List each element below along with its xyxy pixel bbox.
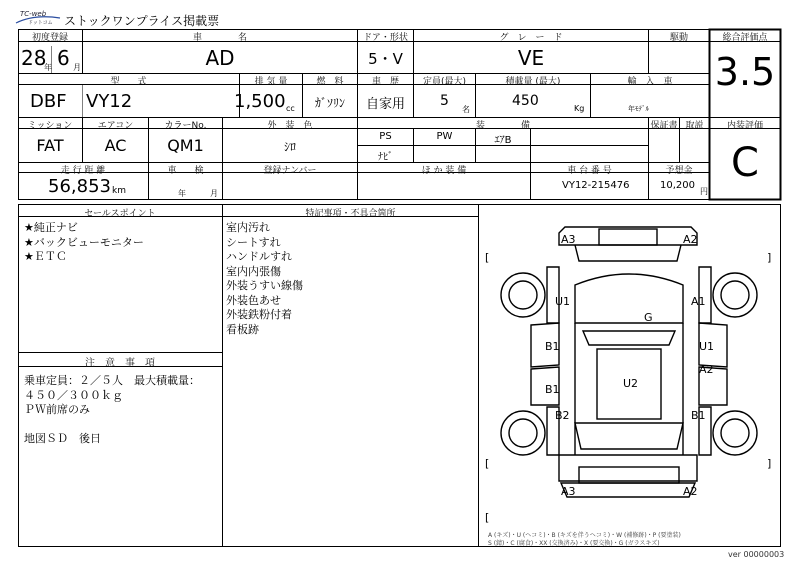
label-plate: 登録ナンバー <box>263 166 317 176</box>
wheel-rear-left <box>501 411 545 455</box>
remarks-item: 看板跡 <box>226 322 259 336</box>
remarks-item: 外装鉄粉付着 <box>226 308 292 321</box>
caution-line: 地図ＳＤ 後日 <box>24 431 101 445</box>
label-capacity: 定員(最大) <box>422 77 467 87</box>
mileage-unit: km <box>112 186 126 196</box>
label-import: 輸 入 車 <box>627 77 673 87</box>
bracket-left-top: [ <box>485 251 490 264</box>
mark-a1-right: A1 <box>691 295 706 308</box>
caution-list <box>24 374 220 446</box>
label-price: 予想金 <box>665 166 693 176</box>
grade: VE <box>517 46 545 70</box>
hood-front-panel <box>599 229 657 245</box>
mark-a2-right: A2 <box>699 363 714 376</box>
label-first-reg: 初度登録 <box>31 33 68 43</box>
label-exterior: 外 装 色 <box>267 121 313 131</box>
inspection-month-unit: 月 <box>210 189 218 198</box>
remarks-item: シートすれ <box>226 235 281 249</box>
label-fuel: 燃 料 <box>316 77 344 87</box>
chassis-number: VY12-215476 <box>562 180 630 191</box>
remarks-list <box>226 221 476 337</box>
caution-line <box>24 418 220 432</box>
label-aircon: エアコン <box>97 121 134 131</box>
label-other-equip: ほ か 装 備 <box>421 166 467 176</box>
front-roof-line <box>583 331 675 345</box>
logo-sub: ドットコム <box>28 20 53 26</box>
label-grade: グ レ ー ド <box>499 33 563 43</box>
equip-pw: PW <box>436 131 453 142</box>
load: 450 <box>512 93 539 109</box>
color-no: QM1 <box>167 136 204 155</box>
remarks-item: 外装うすい線傷 <box>226 279 303 292</box>
model-prefix: DBF <box>30 91 67 112</box>
mark-g: G <box>644 311 653 324</box>
mark-u1-right: U1 <box>699 340 715 353</box>
label-inspection: 車 検 <box>167 166 204 176</box>
mark-u1-left: U1 <box>555 295 571 308</box>
exterior-color: ｼﾛ <box>283 140 296 154</box>
remarks-item: 室内内張傷 <box>226 264 281 278</box>
page-title: ストックワンプライス掲載票 <box>64 14 220 28</box>
displacement: 1,500 <box>234 91 286 112</box>
legend-line-2: S (錆)・C (腐食)・XX (交換済み)・X (要交換)・G (ガラスキズ) <box>488 540 660 547</box>
first-reg-year: 28 <box>21 46 47 70</box>
interior-score: C <box>731 140 759 186</box>
sales-item: ★純正ナビ <box>24 221 78 234</box>
displacement-unit: cc <box>286 104 295 113</box>
rear-bumper <box>561 483 695 497</box>
overall-score: 3.5 <box>714 50 776 94</box>
label-drive: 駆動 <box>669 33 688 43</box>
mission: FAT <box>36 136 64 155</box>
label-color-no: カラーNo. <box>164 121 207 131</box>
inspection-year-unit: 年 <box>178 189 186 198</box>
vehicle-diagram <box>479 205 780 546</box>
remarks-title: 特記事項・不具合箇所 <box>305 209 396 219</box>
bracket-left-bottom: [ <box>485 457 490 470</box>
rear-hatch <box>559 455 697 481</box>
sales-item: ★ＥＴＣ <box>24 250 67 263</box>
remarks-item: ハンドルすれ <box>226 250 292 263</box>
wheel-front-right <box>713 273 757 317</box>
label-history: 車 歴 <box>371 77 399 87</box>
legend-line-1: A (キズ)・U (ヘコミ)・B (キズを伴うヘコミ)・W (補修跡)・P (要塗装) <box>488 532 681 539</box>
windshield <box>575 274 683 323</box>
history: 自家用 <box>365 97 405 112</box>
mark-a3-top: A3 <box>561 233 576 246</box>
label-model: 型 式 <box>110 77 147 87</box>
label-interior-score: 内装評価 <box>726 121 763 131</box>
price: 10,200 <box>660 180 695 191</box>
rear-glass <box>575 423 683 449</box>
car-name: AD <box>205 46 235 70</box>
label-displacement: 排 気 量 <box>254 77 288 87</box>
load-unit: Kg <box>574 104 585 113</box>
first-reg-month: 6 <box>57 46 70 70</box>
aircon: AC <box>104 136 127 155</box>
capacity: 5 <box>440 93 449 109</box>
bracket-right-bottom: ] <box>767 457 772 470</box>
mark-a3-bottom: A3 <box>561 485 576 498</box>
price-unit: 円 <box>700 187 708 196</box>
label-door-type: ドア・形状 <box>363 33 408 43</box>
label-mission: ミッション <box>27 121 73 131</box>
label-warranty: 保証書 <box>650 121 678 131</box>
door-type: 5・V <box>368 50 403 68</box>
equip-airbag: ｴｱB <box>494 135 512 146</box>
caution-line: ４５０／３００ｋｇ <box>24 388 123 402</box>
sales-item: ★バックビューモニター <box>24 235 144 249</box>
fuel: ｶﾞｿﾘﾝ <box>314 96 345 110</box>
equip-ps: PS <box>379 131 392 142</box>
equip-navi: ﾅﾋﾞ <box>378 152 393 163</box>
remarks-item: 外装色あせ <box>226 293 281 307</box>
bracket-right-top: ] <box>767 251 772 264</box>
mileage: 56,853 <box>48 176 111 197</box>
wheel-front-left <box>501 273 545 317</box>
import-note: 年ﾓﾃﾞﾙ <box>628 105 649 113</box>
model: VY12 <box>86 91 133 112</box>
label-equipment: 装 備 <box>475 121 530 131</box>
version-label: ver 00000003 <box>728 550 785 559</box>
bracket-left-legend: [ <box>485 511 490 524</box>
sales-list <box>24 221 219 265</box>
caution-line: 乗車定員：２／５人 最大積載量： <box>24 374 200 387</box>
label-manual: 取説 <box>685 121 704 131</box>
label-chassis: 車 台 番 号 <box>567 166 612 176</box>
wheel-rear-right <box>713 411 757 455</box>
caution-title: 注 意 事 項 <box>85 358 155 369</box>
mark-u2: U2 <box>623 377 639 390</box>
mark-b1-left-a: B1 <box>545 340 560 353</box>
hood-line <box>575 245 681 261</box>
capacity-unit: 名 <box>462 105 470 114</box>
mark-b1-left-b: B1 <box>545 383 560 396</box>
sales-title: セールスポイント <box>84 209 156 219</box>
mark-b1-right: B1 <box>691 409 706 422</box>
label-car-name: 車 名 <box>192 33 247 43</box>
first-reg-year-unit: 年 <box>44 63 52 72</box>
mark-b2-left: B2 <box>555 409 570 422</box>
label-mileage: 走 行 距 離 <box>60 166 106 176</box>
mark-a2-bottom: A2 <box>683 485 698 498</box>
caution-line: ＰＷ前席のみ <box>24 403 90 416</box>
first-reg-month-unit: 月 <box>73 63 81 72</box>
logo-text: TC-web <box>20 10 47 18</box>
remarks-item: 室内汚れ <box>226 221 270 234</box>
label-load: 積載量 (最大) <box>505 77 561 87</box>
label-overall-score: 総合評価点 <box>722 33 768 43</box>
mark-a2-top: A2 <box>683 233 698 246</box>
